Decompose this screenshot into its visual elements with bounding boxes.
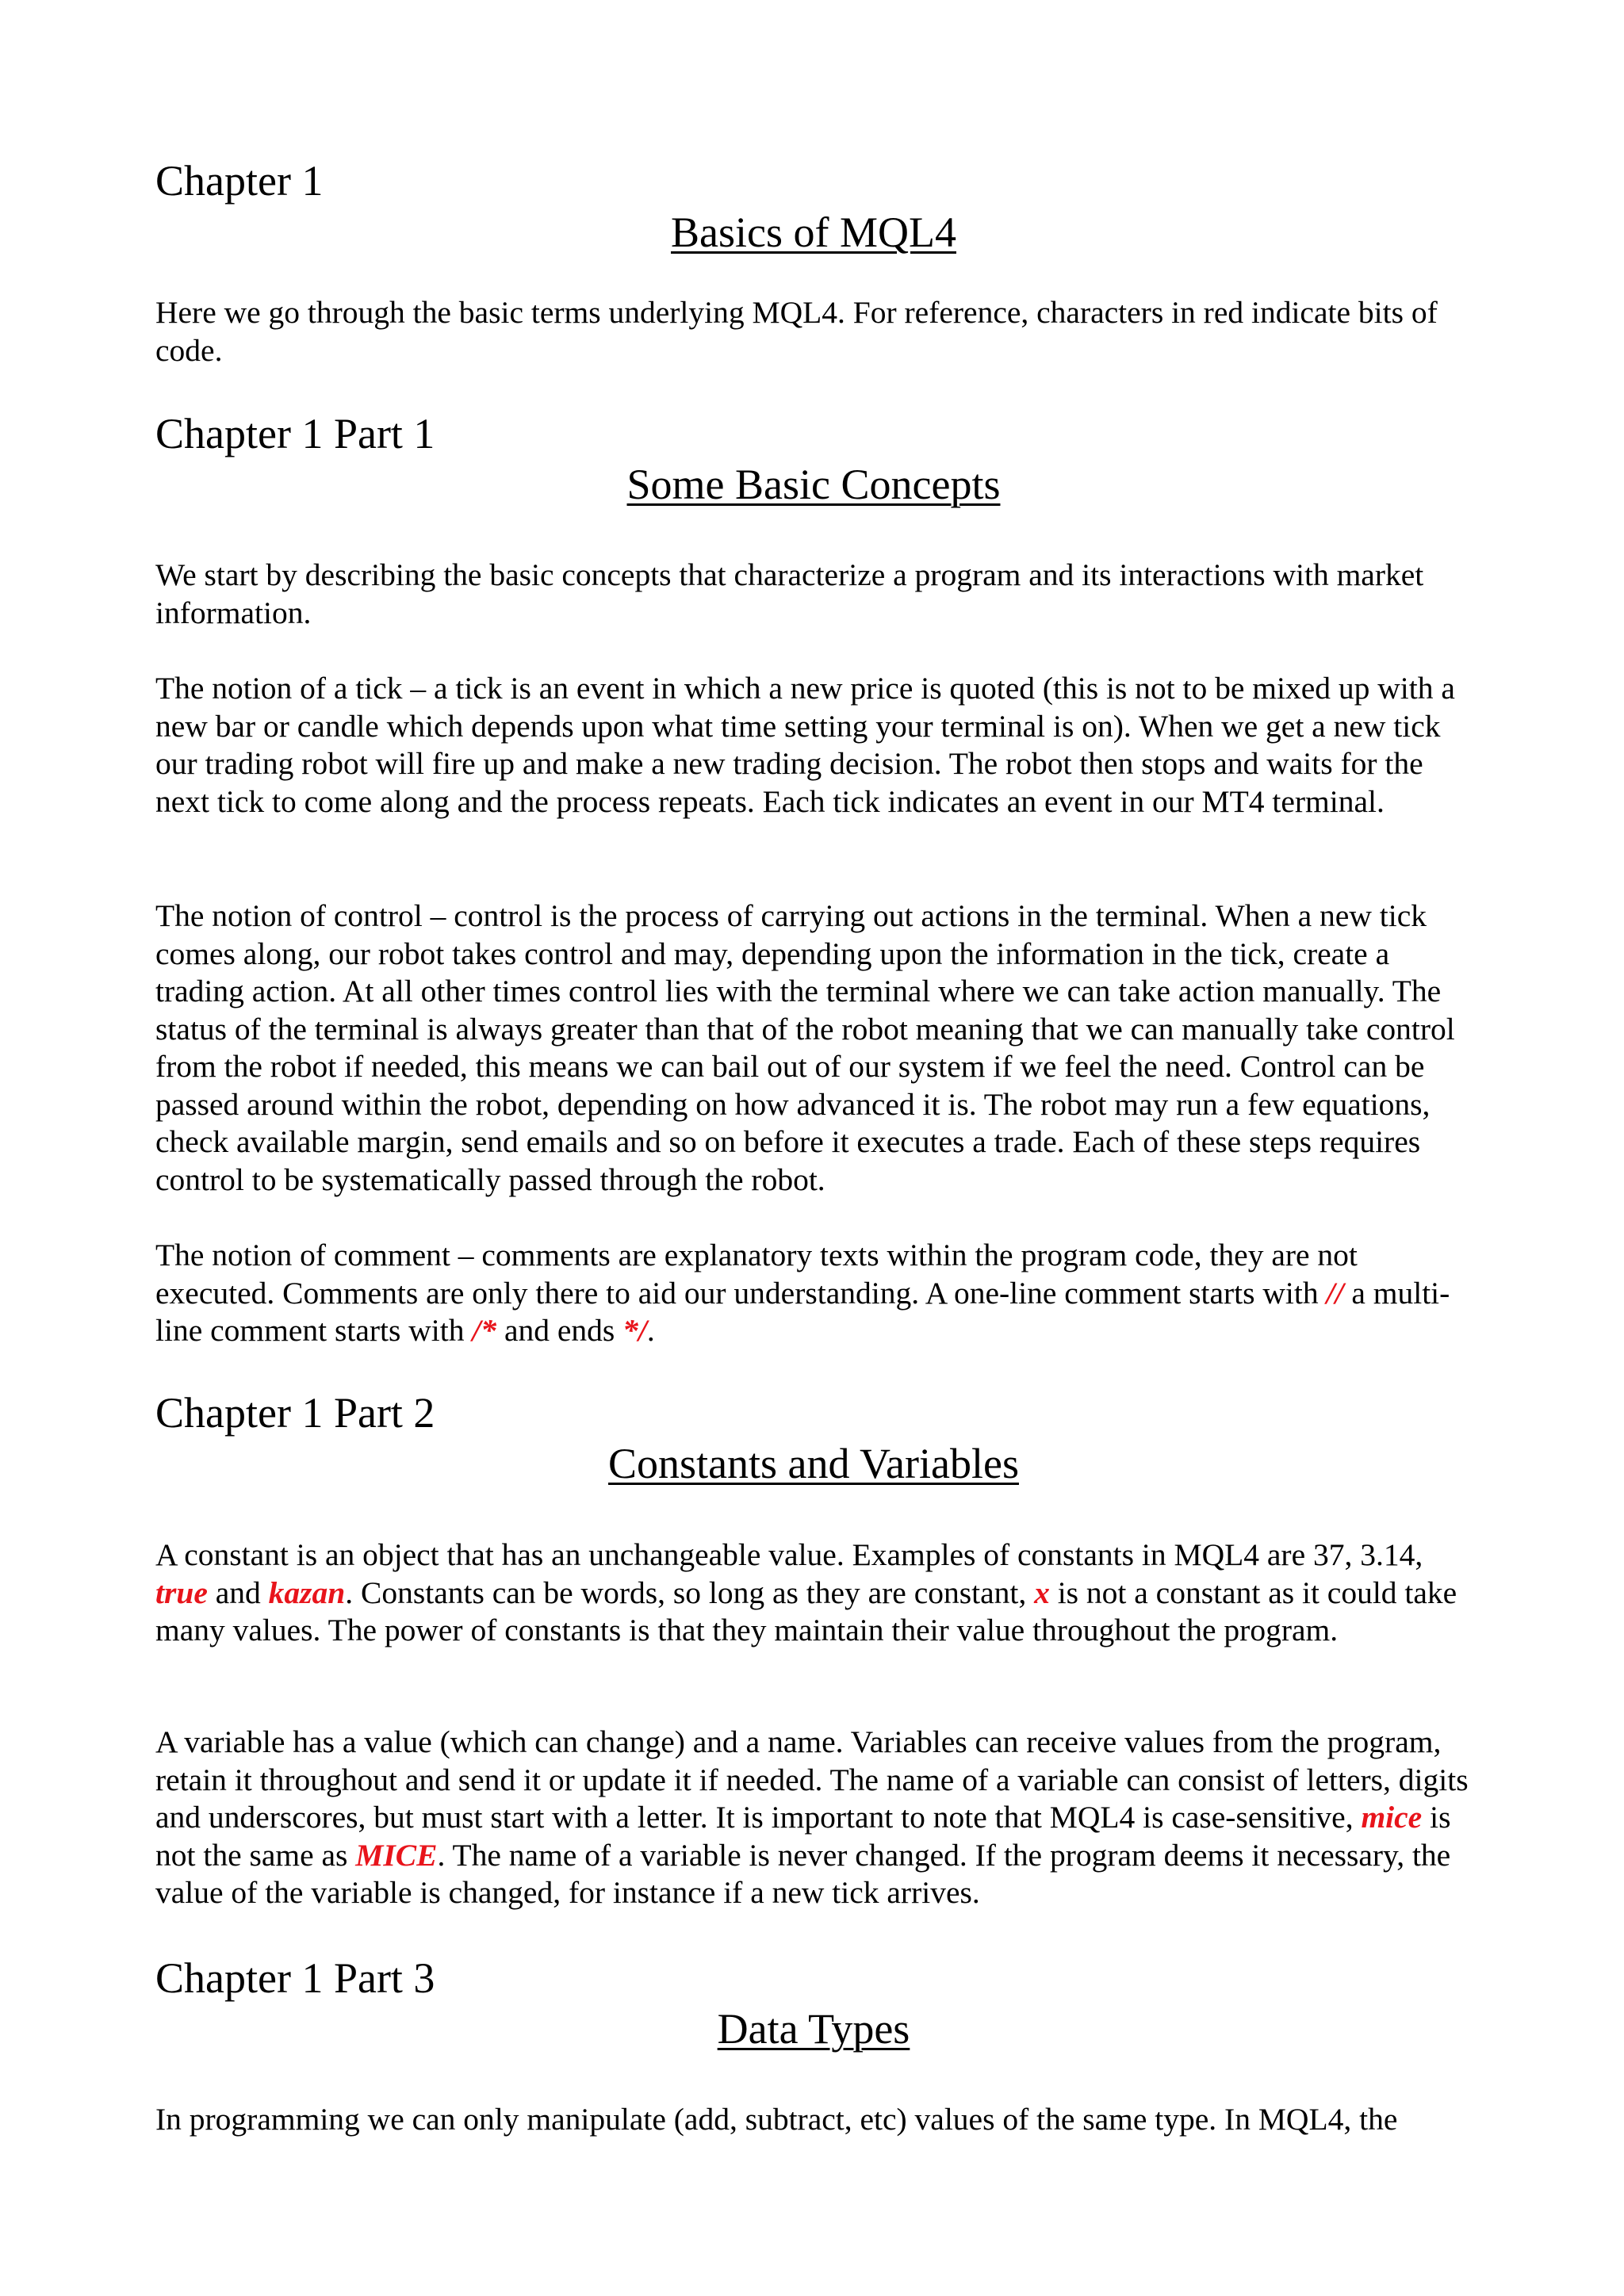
code-true: true bbox=[155, 1575, 208, 1610]
part-2-paragraph-variables bbox=[155, 1724, 1472, 1912]
text-run: A constant is an object that has an unchangeable value. Examples of constants in MQL4 are 37, 3.14, bbox=[155, 1537, 1423, 1572]
code-mice: mice bbox=[1361, 1800, 1423, 1835]
part-2-label: Chapter 1 Part 2 bbox=[155, 1389, 435, 1437]
part-2-title: Constants and Variables bbox=[608, 1440, 1019, 1487]
part-3-label: Chapter 1 Part 3 bbox=[155, 1954, 435, 2002]
chapter-1-label: Chapter 1 bbox=[155, 157, 324, 205]
chapter-1-intro: Here we go through the basic terms underlying MQL4. For reference, characters in red indicate bits of code. bbox=[155, 295, 1438, 368]
text-run: . Constants can be words, so long as they are constant, bbox=[345, 1575, 1035, 1610]
part-3-title: Data Types bbox=[717, 2005, 910, 2053]
code-x: x bbox=[1034, 1575, 1050, 1610]
part-1-label: Chapter 1 Part 1 bbox=[155, 410, 435, 457]
text-run: and bbox=[207, 1575, 269, 1610]
text-run: . The name of a variable is never changed. If the program deems it necessary, the value of the variable is changed, for instance if a new tick arrives. bbox=[155, 1837, 1451, 1910]
code-kazan: kazan bbox=[268, 1575, 346, 1610]
text-run: The notion of comment – comments are explanatory texts within the program code, they are not executed. Comments are only there to aid our understanding. A one-line comment starts with bbox=[155, 1238, 1358, 1311]
text-run: . bbox=[646, 1313, 655, 1348]
part-1-paragraph-comment bbox=[155, 1237, 1472, 1350]
code-multi-line-start: /* bbox=[472, 1313, 497, 1348]
part-1-paragraph-1: We start by describing the basic concepts that characterize a program and its interactions with market information. bbox=[155, 557, 1424, 630]
part-1-title: Some Basic Concepts bbox=[626, 461, 1001, 508]
text-run: and ends bbox=[496, 1313, 623, 1348]
code-MICE: MICE bbox=[355, 1837, 438, 1873]
chapter-1-title: Basics of MQL4 bbox=[671, 209, 956, 256]
part-3-paragraph-1: In programming we can only manipulate (add, subtract, etc) values of the same type. In MQL4, the bbox=[155, 2102, 1398, 2137]
text-run: a multi-line comment starts with bbox=[155, 1275, 1450, 1348]
part-1-paragraph-control: The notion of control – control is the process of carrying out actions in the terminal. When a new tick comes along, our robot takes control and may, depending upon the information in the tick, create a trading action. At all other times control lies with the terminal where we can take action manually. The status of the terminal is always greater than that of the robot meaning that we can manually take control from the robot if needed, this means we can bail out of our system if we feel the need. Control can be passed around within the robot, depending on how advanced it is. The robot may run a few equations, check available margin, send emails and so on before it executes a trade. Each of these steps requires control to be systematically passed through the robot. bbox=[155, 898, 1455, 1197]
text-run: is not a constant as it could take many values. The power of constants is that they maintain their value throughout the program. bbox=[155, 1575, 1457, 1647]
code-one-line-comment: // bbox=[1326, 1275, 1344, 1311]
part-2-paragraph-constants bbox=[155, 1536, 1472, 1650]
text-run: A variable has a value (which can change) and a name. Variables can receive values from the program, retain it throughout and send it or update it if needed. The name of a variable can consist of letters, digits and underscores, but must start with a letter. It is important to note that MQL4 is case-sensitive, bbox=[155, 1724, 1469, 1835]
code-multi-line-end: */ bbox=[622, 1313, 647, 1348]
part-1-paragraph-tick: The notion of a tick – a tick is an event in which a new price is quoted (this is not to be mixed up with a new bar or candle which depends upon what time setting your terminal is on). When we get a new tick our trading robot will fire up and make a new trading decision. The robot then stops and waits for the next tick to come along and the process repeats. Each tick indicates an event in our MT4 terminal. bbox=[155, 671, 1455, 819]
text-run: is not the same as bbox=[155, 1800, 1451, 1873]
